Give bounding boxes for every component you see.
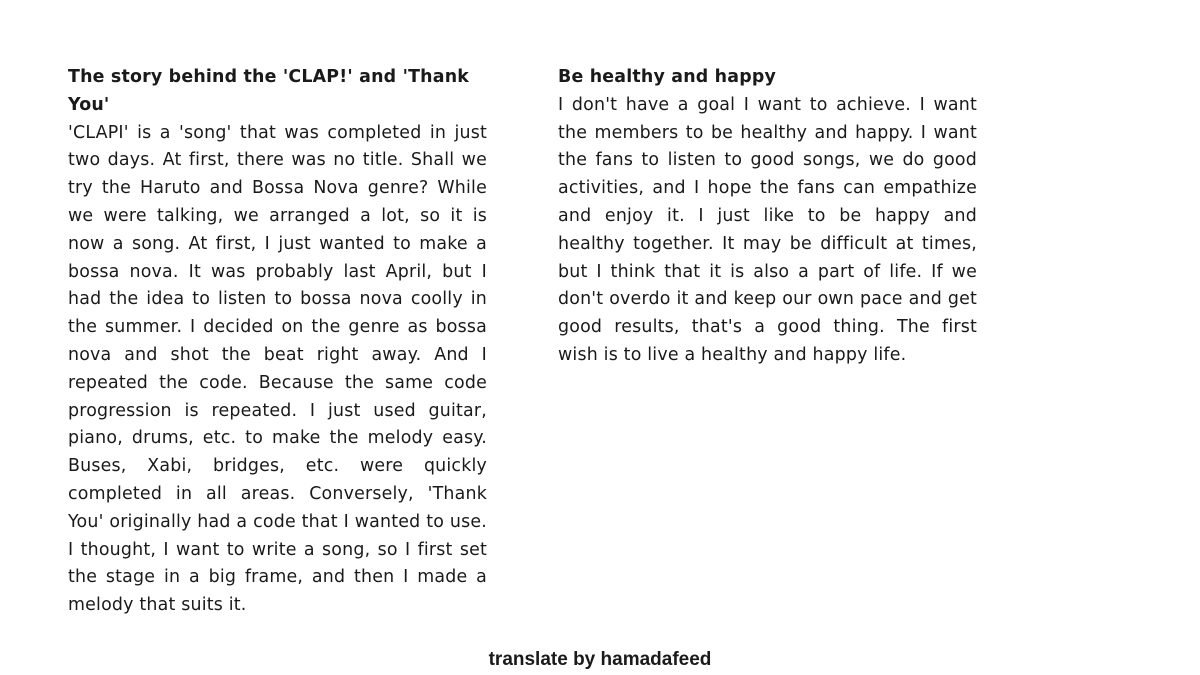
right-column bbox=[558, 64, 977, 370]
right-heading: Be healthy and happy bbox=[558, 67, 777, 87]
left-column bbox=[68, 64, 487, 620]
left-body-text: 'CLAPI' is a 'song' that was completed in just two days. At first, there was no title. Shall we try the Haruto and Bossa Nova genre? While we were talking, we arranged a lot, so it is now a song. At first, I just wanted to make a bossa nova. It was probably last April, but I had the idea to listen to bossa nova coolly in the summer. I decided on the genre as bossa nova and shot the beat right away. And I repeated the code. Because the same code progression is repeated. I just used guitar, piano, drums, etc. to make the melody easy. Buses, Xabi, bridges, etc. were quickly completed in all areas. Conversely, 'Thank You' originally had a code that I wanted to use. I thought, I want to write a song, so I first set the stage in a big frame, and then I made a melody that suits it. bbox=[68, 122, 487, 616]
translator-credit: translate by hamadafeed bbox=[488, 649, 712, 670]
right-body-text: I don't have a goal I want to achieve. I want the members to be healthy and happy. I want the fans to listen to good songs, we do good activities, and I hope the fans can empathize and enjoy it. I just like to be happy and healthy together. It may be difficult at times, but I think that it is also a part of life. If we don't overdo it and keep our own pace and get good results, that's a good thing. The first wish is to live a healthy and happy life. bbox=[558, 94, 977, 365]
left-heading: The story behind the 'CLAP!' and 'Thank You' bbox=[68, 67, 470, 115]
